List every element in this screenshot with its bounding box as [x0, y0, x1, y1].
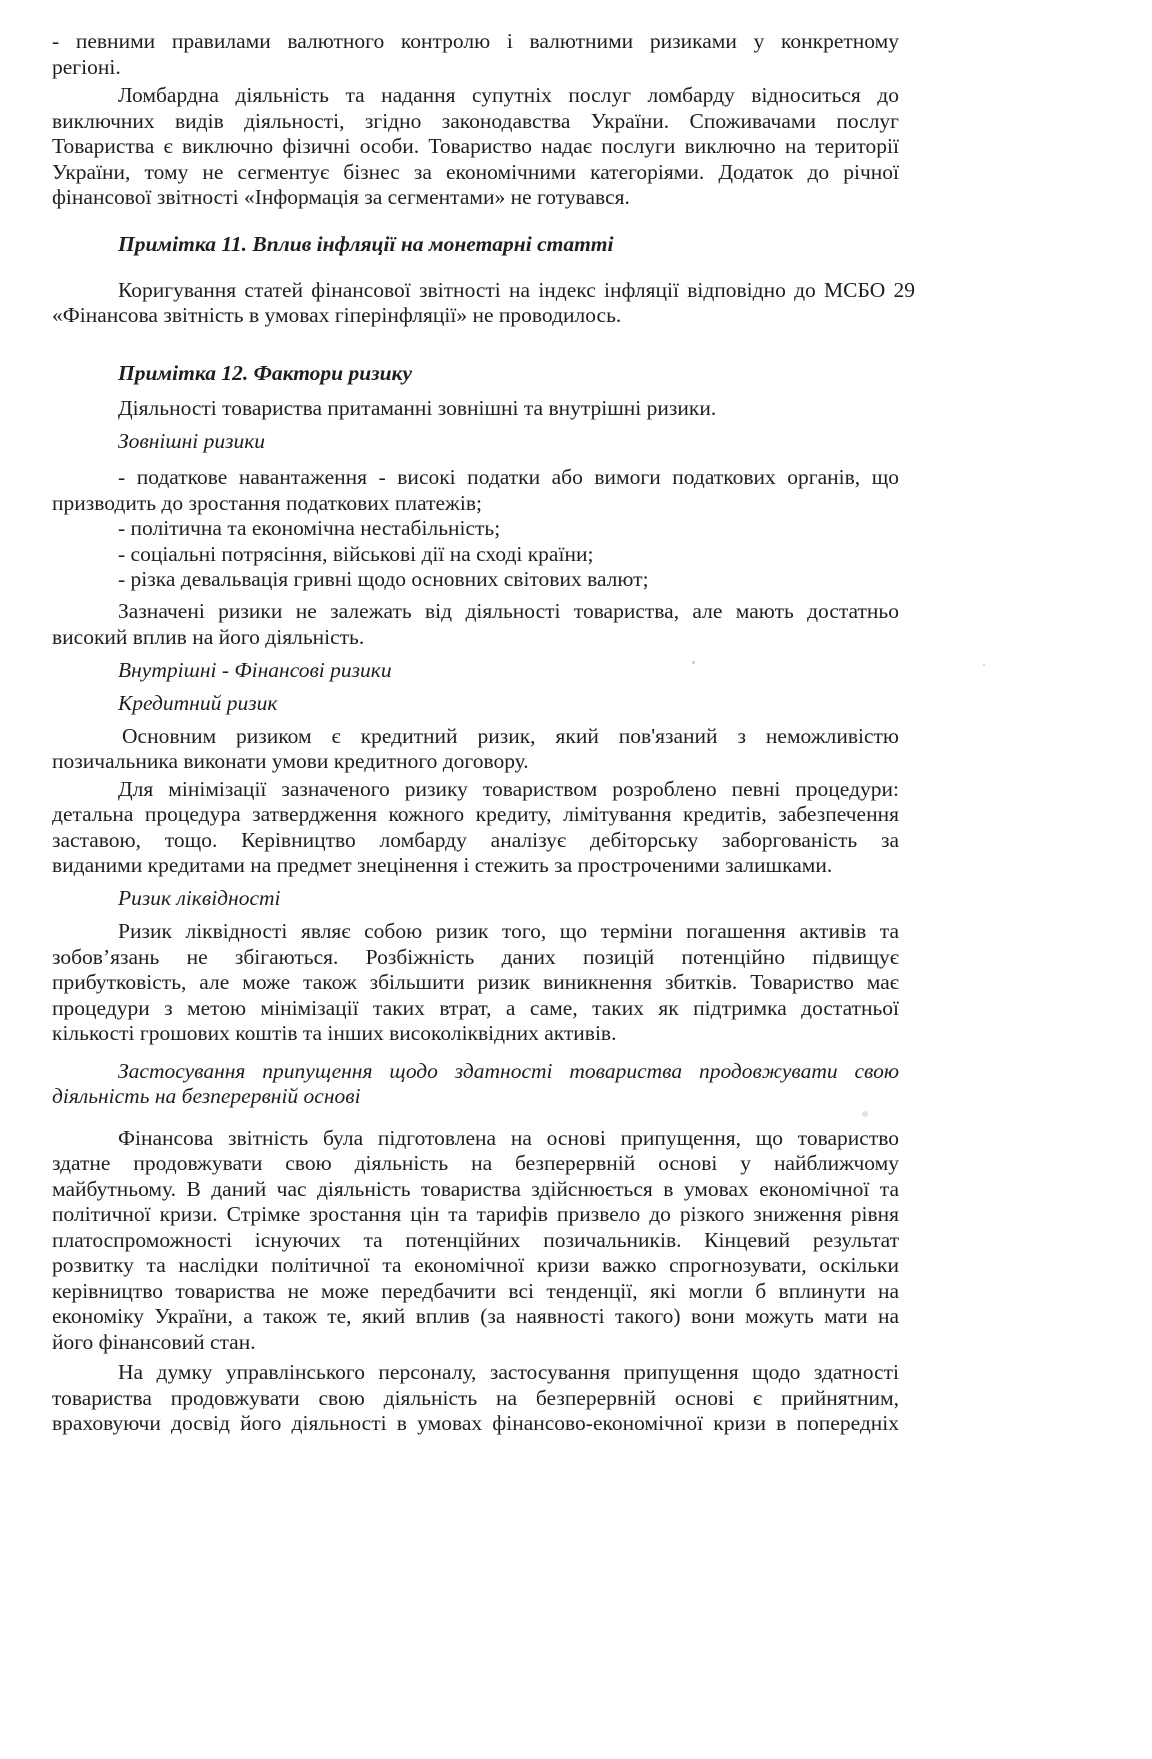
internal-risks-heading: Внутрішні - Фінансові ризики: [118, 658, 392, 682]
scan-speck: [692, 661, 695, 664]
going-concern-p1-line-5: платоспроможності існуючих та потенційних позичальників. Кінцевий результат: [52, 1228, 899, 1252]
credit-p1-line-2: позичальника виконати умови кредитного договору.: [52, 749, 529, 773]
going-concern-p1-line-9: його фінансовий стан.: [52, 1330, 256, 1354]
note-12-heading: Примітка 12. Фактори ризику: [118, 361, 412, 385]
credit-p1-line-1: Основним ризиком є кредитний ризик, який пов'язаний з неможливістю: [122, 724, 899, 748]
going-concern-p1-line-4: політичної кризи. Стрімке зростання цін та тарифів призвело до різкого зниження рівня: [52, 1202, 899, 1226]
external-risk-line-5: - різка девальвація гривні щодо основних світових валют;: [118, 567, 649, 591]
external-summary-line-1: Зазначені ризики не залежать від діяльності товариства, але мають достатньо: [118, 599, 899, 623]
going-concern-heading-line-1: Застосування припущення щодо здатності товариства продовжувати свою: [118, 1059, 899, 1083]
scan-speck: [983, 664, 985, 666]
going-concern-p2-line-1: На думку управлінського персоналу, застосування припущення щодо здатності: [118, 1360, 899, 1384]
note-12-intro: Діяльності товариства притаманні зовнішні та внутрішні ризики.: [118, 396, 717, 420]
external-risk-line-3: - політична та економічна нестабільність;: [118, 516, 501, 540]
liquidity-line-5: кількості грошових коштів та інших високоліквідних активів.: [52, 1021, 617, 1045]
credit-p2-line-1: Для мінімізації зазначеного ризику товариством розроблено певні процедури:: [118, 777, 899, 801]
lombard-line-5: фінансової звітності «Інформація за сегментами» не готувався.: [52, 185, 630, 209]
external-risk-line-2: призводить до зростання податкових платежів;: [52, 491, 482, 515]
liquidity-line-4: процедури з метою мінімізації таких втрат, а саме, таких як підтримка достатньої: [52, 996, 899, 1020]
note-11-line-1: Коригування статей фінансової звітності на індекс інфляції відповідно до МСБО 29: [118, 278, 915, 302]
liquidity-line-3: прибутковість, але може також збільшити ризик виникнення збитків. Товариство має: [52, 970, 899, 994]
note-11-line-2: «Фінансова звітність в умовах гіперінфляції» не проводилось.: [52, 303, 622, 327]
external-summary-line-2: високий вплив на його діяльність.: [52, 625, 365, 649]
going-concern-p1-line-6: розвитку та наслідки політичної та економічної кризи важко спрогнозувати, оскільки: [52, 1253, 899, 1277]
external-risk-line-4: - соціальні потрясіння, військові дії на сході країни;: [118, 542, 594, 566]
liquidity-risk-heading: Ризик ліквідності: [118, 886, 281, 910]
liquidity-line-1: Ризик ліквідності являє собою ризик того, що терміни погашення активів та: [118, 919, 899, 943]
credit-p2-line-3: заставою, тощо. Керівництво ломбарду аналізує дебіторську заборгованість за: [52, 828, 899, 852]
external-risk-line-1: - податкове навантаження - високі податки або вимоги податкових органів, що: [118, 465, 899, 489]
scan-speck: [862, 1111, 868, 1117]
going-concern-p1-line-3: майбутньому. В даний час діяльність товариства здійснюється в умовах економічної та: [52, 1177, 899, 1201]
liquidity-line-2: зобов’язань не збігаються. Розбіжність даних позицій потенційно підвищує: [52, 945, 899, 969]
going-concern-p1-line-7: керівництво товариства не може передбачити всі тенденції, які могли б вплинути на: [52, 1279, 899, 1303]
intro-line-1: - певними правилами валютного контролю і валютними ризиками у конкретному: [52, 29, 899, 53]
lombard-line-1: Ломбардна діяльність та надання супутніх послуг ломбарду відноситься до: [118, 83, 899, 107]
intro-line-2: регіоні.: [52, 55, 121, 79]
going-concern-p2-line-3: враховуючи досвід його діяльності в умовах фінансово-економічної кризи в попередніх: [52, 1411, 899, 1435]
going-concern-p1-line-1: Фінансова звітність була підготовлена на основі припущення, що товариство: [118, 1126, 899, 1150]
lombard-line-2: виключних видів діяльності, згідно законодавства України. Споживачами послуг: [52, 109, 899, 133]
credit-p2-line-2: детальна процедура затвердження кожного кредиту, лімітування кредитів, забезпечення: [52, 802, 899, 826]
going-concern-p1-line-8: економіку України, а також те, який вплив (за наявності такого) вони можуть мати на: [52, 1304, 899, 1328]
lombard-line-4: України, тому не сегментує бізнес за економічними категоріями. Додаток до річної: [52, 160, 899, 184]
going-concern-p1-line-2: здатне продовжувати свою діяльність на безперервній основі у найближчому: [52, 1151, 899, 1175]
lombard-line-3: Товариства є виключно фізичні особи. Товариство надає послуги виключно на території: [52, 134, 899, 158]
going-concern-heading-line-2: діяльність на безперервній основі: [52, 1084, 361, 1108]
credit-p2-line-4: виданими кредитами на предмет знецінення і стежить за простроченими залишками.: [52, 853, 833, 877]
note-11-heading: Примітка 11. Вплив інфляції на монетарні статті: [118, 232, 614, 256]
external-risks-heading: Зовнішні ризики: [118, 429, 266, 453]
credit-risk-heading: Кредитний ризик: [118, 691, 278, 715]
going-concern-p2-line-2: товариства продовжувати свою діяльність на безперервній основі є прийнятним,: [52, 1386, 899, 1410]
